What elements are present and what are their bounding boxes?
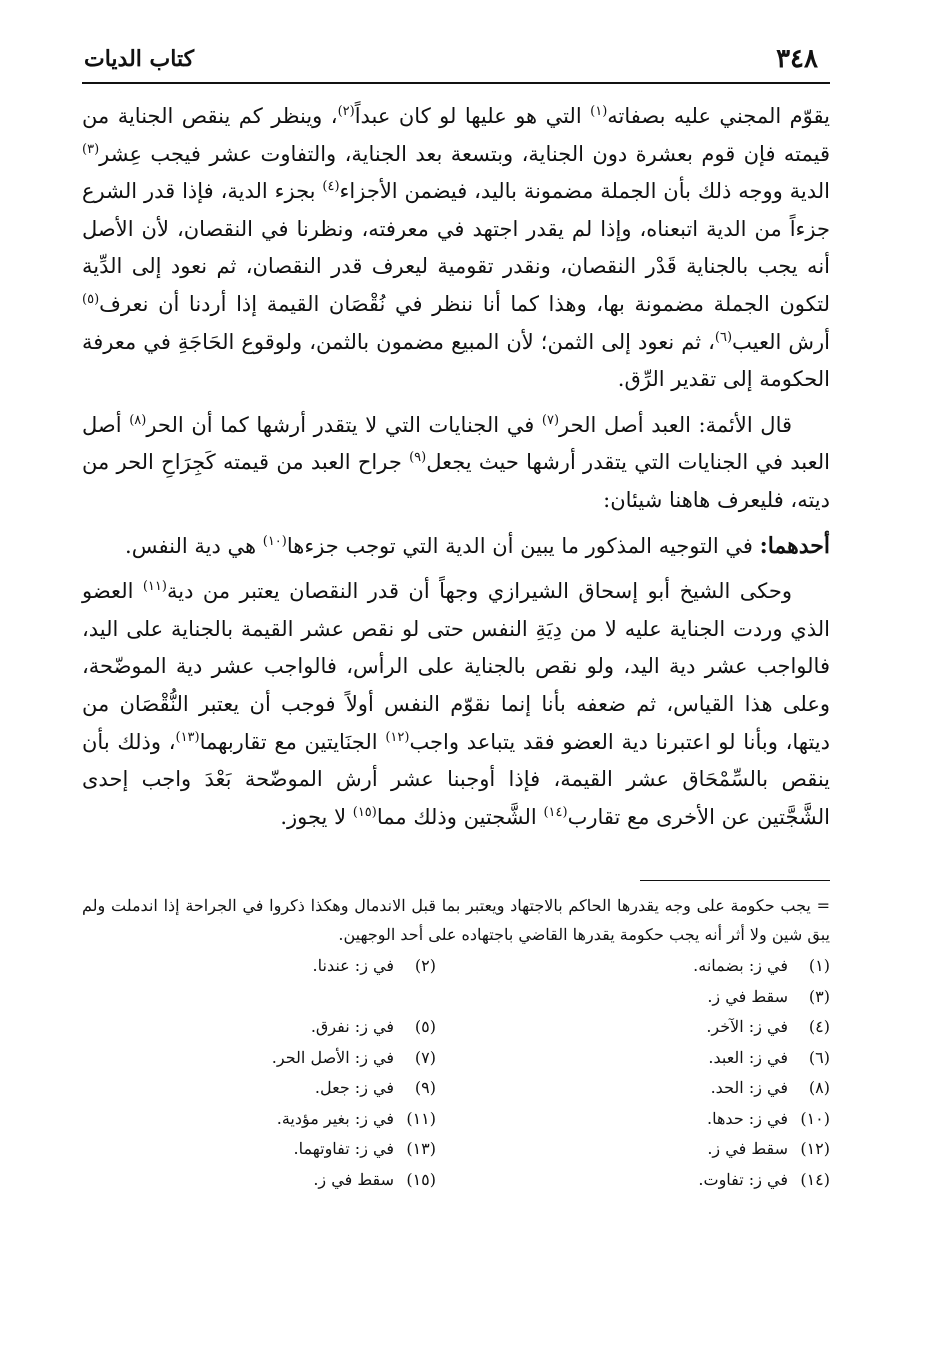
footnote-text: في ز: حدها. [707,1108,788,1128]
text-segment: ، ثم نعود إلى الثمن؛ لأن المبيع مضمون بالثمن، ولوقوع الحَاجَةِ في معرفة الحكومة إلى تقدير الرِّق. [82,329,830,392]
footnote-text: في ز: العبد. [708,1047,788,1067]
text-segment: الدية ووجه ذلك بأن الجملة مضمونة باليد، فيضمن الأجزاء [339,179,830,204]
footnote-item [82,1104,436,1135]
text-segment: التي هو عليها لو كان عبداً [354,104,591,128]
footnote-marker: (٤) [322,179,340,195]
footnote-marker: (١٤) [543,804,568,820]
footnote-number: (١٥) [406,1169,436,1189]
footnote-list [82,951,830,1195]
footnote-item [476,1134,830,1165]
paragraph [82,528,830,566]
footnote-text: في ز: الآخر. [706,1017,788,1037]
footnote-marker: (٦) [714,329,733,345]
footnote-number: (١٣) [406,1139,436,1159]
text-segment: ، وينظر كم ينقص الجناية من قيمته فإن قوم بعشرة دون الجناية، وبتسعة بعد الجناية، والتفاوت عشر فيجب عِشر [82,104,830,166]
footnote-item [82,1012,436,1043]
text-segment: الشَّجتين وذلك مما [376,804,544,829]
footnote-number: (١٢) [800,1139,830,1159]
footnote-marker: (١٣) [175,729,200,745]
text-segment: بجزء الدية، فإذا قدر الشرع جزءاً من الدية اتبعناه، وإذا لم يقدر اجتهد في معرفته، ونظرنا في النقصان، لأن الأصل أنه يجب بالجناية قَدْر النقصان، ونقدر تقومية ليعرف قدر النقصان، ثم نعود إلى الدِّية لتكون الجملة مضمونة بها، وهذا كما أنا ننظر في نُقْصَان القيمة إذا أردنا أن نعرف [82,179,830,316]
footnote-marker: (٧) [541,412,560,428]
text-segment: في التوجيه المذكور ما يبين أن الدية التي توجب جزءها [286,533,760,558]
page-number: ٣٤٨ [776,44,818,74]
footnote-number: (١١) [406,1108,436,1128]
paragraph [82,573,830,836]
text-segment: وحكى الشيخ أبو إسحاق الشيرازي وجهاً أن قدر النقصان يعتبر من دية [166,579,792,604]
footnote-item [476,951,830,982]
footnote-item [476,1104,830,1135]
footnote-text: في ز: جعل. [314,1078,394,1098]
footnote-text: في ز: بغير مؤدية. [276,1108,394,1128]
footnote-number: (٧) [414,1047,436,1067]
footnote-number: (٢) [414,956,436,976]
footnote-item [476,1043,830,1074]
footnote-continuation: = يجب حكومة على وجه يقدرها الحاكم بالاجتهاد ويعتبر بما قبل الاندمال وهكذا ذكروا في الجراحة إذا اندملت ولم يبق شين ولا أثر أنه يجب حكومة يقدرها القاضي باجتهاده على أحد الوجهين. [82,896,830,945]
footnote-marker: (١) [590,104,608,119]
footnote-item [82,1043,436,1074]
footnote-marker: (٨) [129,412,147,428]
text-segment: أرش العيب [732,329,830,354]
footnote-text: في ز: الحد. [710,1078,788,1098]
lead-term: أحدهما: [759,532,830,559]
paragraph [82,98,830,399]
footnote-text: في ز: بضمانه. [693,956,788,976]
text-segment: يقوّم المجني عليه بصفاته [607,104,830,128]
footnote-marker: (٣) [82,141,100,157]
footnote-number: (٦) [808,1047,830,1067]
footnote-marker: (١١) [142,579,167,595]
footnote-text: سقط في ز. [707,1139,788,1159]
footnote-number: (١٤) [800,1169,830,1189]
footnote-text: في ز: تفاوت. [698,1169,788,1189]
footnote-text: سقط في ز. [707,986,788,1006]
text-segment: العضو الذي وردت الجناية عليه لا من دِيَةِ النفس حتى لو نقص عشر القيمة بالجناية على اليد، فالواجب عشر دية اليد، ولو نقص بالجناية على الرأس، فالواجب عشر دية الموضّحة، وعلى هذا القياس، ثم ضعفه بأنا إنما نقوّم النفس أولاً فوجب أن يعتبر النُّقْصَان من ديتها، وبأنا لو اعتبرنا دية العضو فقد يتباعد واجب [82,579,830,754]
text-segment: قال الأئمة: العبد أصل الحر [559,412,793,437]
footnote-text: في ز: عندنا. [312,956,394,976]
footnote-item [476,1012,830,1043]
footnote-marker: (٩) [409,450,427,466]
running-title: كتاب الديات [84,46,195,72]
footnote-number: (٨) [808,1078,830,1098]
footnote-number: (٥) [414,1017,436,1037]
paragraph [82,407,830,520]
text-segment: أصل العبد في الجنايات التي يتقدر أرشها حيث يجعل [82,412,830,475]
footnote-item [82,1073,436,1104]
footnote-number: (٤) [808,1017,830,1037]
text-segment: جراح العبد من قيمته كَجِرَاحِ الحر من ديته، فليعرف هاهنا شيئان: [82,450,830,512]
footnote-marker: (١٠) [262,533,287,549]
footnote-number: (٣) [808,986,830,1006]
text-segment: في الجنايات التي لا يتقدر أرشها كما أن الحر [146,412,542,437]
text-segment: ، وذلك بأن ينقص بالسِّمْحَاق عشر القيمة، فإذا أوجبنا عشر أرش الموضّحة بَعْدَ واجب إحدى الشَّجَّتين عن الأخرى مع تقارب [82,729,830,829]
footnote-item [476,982,830,1013]
footnote-number: (٩) [414,1078,436,1098]
footnote-text: في ز: تفاوتهما. [293,1139,394,1159]
footnote-item [82,1134,436,1165]
footnote-divider [640,880,830,881]
page-header [82,40,830,84]
footnote-marker: (٥) [82,291,100,307]
footnote-number: (١) [808,956,830,976]
footnote-marker: (١٥) [352,804,377,820]
footnote-text: في ز: نفرق. [310,1017,394,1037]
footnote-item [476,1165,830,1196]
footnote-text: سقط في ز. [313,1169,394,1189]
footnote-item [82,1165,436,1196]
footnote-marker: (١٢) [385,729,410,745]
footnote-item [476,1073,830,1104]
footnote-item [82,951,436,982]
main-text [82,98,830,836]
text-segment: هي دية النفس. [125,533,263,558]
text-segment: الجنَايتين مع تقاربهما [199,729,386,754]
footnote-number: (١٠) [800,1108,830,1128]
text-segment: لا يجوز. [280,804,353,829]
footnote-text: في ز: الأصل الحر. [271,1047,394,1067]
footnote-marker: (٢) [337,104,355,119]
